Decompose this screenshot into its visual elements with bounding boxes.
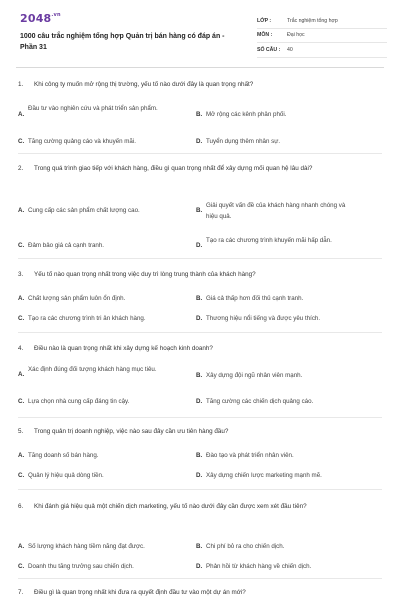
question-stem: Điều gì là quan trọng nhất khi đưa ra quyết định đầu tư vào một dự án mới? (34, 589, 246, 596)
option-letter: D. (196, 315, 203, 322)
option-letter: B. (196, 372, 203, 379)
page-header (16, 12, 388, 64)
option-text: Lựa chọn nhà cung cấp đáng tin cậy. (28, 398, 130, 405)
question-text (18, 425, 358, 439)
option-text: Đầu tư vào nghiên cứu và phát triển sản phẩm. (28, 105, 158, 112)
question-number: 5. (18, 428, 24, 435)
question-text (18, 586, 382, 600)
meta-row-subject (257, 29, 387, 44)
option-text: Quản lý hiệu quả dòng tiền. (28, 472, 104, 479)
option-text: Tăng cường các chiến dịch quảng cáo. (206, 398, 314, 405)
option-letter: A. (18, 207, 25, 214)
question-stem: Trong quản trị doanh nghiệp, việc nào sau đây cần ưu tiên hàng đầu? (34, 428, 229, 435)
option-letter: C. (18, 242, 25, 249)
option-letter: D. (196, 398, 203, 405)
question-divider (18, 332, 382, 333)
option-text: Cung cấp các sản phẩm chất lượng cao. (28, 207, 140, 214)
question-text (18, 342, 358, 356)
option-letter: A. (18, 295, 25, 302)
option-letter: D. (196, 563, 203, 570)
option-letter: A. (18, 111, 25, 118)
option-text: Chi phí bỏ ra cho chiến dịch. (206, 543, 285, 550)
option-letter: C. (18, 398, 25, 405)
question-stem: Yếu tố nào quan trọng nhất trong việc duy trì lòng trung thành của khách hàng? (34, 271, 256, 278)
option-text: Xác định đúng đối tượng khách hàng mục tiêu. (28, 366, 157, 373)
question-number: 1. (18, 81, 24, 88)
option-letter: A. (18, 543, 25, 550)
question-divider (18, 258, 382, 259)
question-divider (18, 578, 382, 579)
meta-label: SỐ CÂU : (257, 46, 281, 53)
option-letter: B. (196, 207, 203, 214)
logo-text: 2048 (20, 12, 52, 25)
option-text: Tăng cường quảng cáo và khuyến mãi. (28, 138, 136, 145)
option-letter: C. (18, 472, 25, 479)
question-number: 4. (18, 345, 24, 352)
option-text: Giải quyết vấn đề của khách hàng nhanh chóng và hiệu quả. (206, 202, 346, 220)
option-letter: C. (18, 138, 25, 145)
question-text (18, 78, 358, 92)
option-text: Giá cả thấp hơn đối thủ cạnh tranh. (206, 295, 304, 302)
question-number: 3. (18, 271, 24, 278)
question-number: 6. (18, 503, 24, 510)
question-divider (18, 153, 382, 154)
logo-suffix: .vn (51, 12, 61, 18)
question-stem: Khi công ty muốn mở rộng thị trường, yếu tố nào dưới đây là quan trọng nhất? (34, 81, 254, 88)
option-letter: A. (18, 452, 25, 459)
meta-row-count (257, 43, 387, 58)
option-text: Đào tạo và phát triển nhân viên. (206, 452, 294, 459)
option-text: Xây dựng đội ngũ nhân viên mạnh. (206, 372, 303, 379)
option-text: Đảm bảo giá cả cạnh tranh. (28, 242, 105, 249)
option-letter: D. (196, 242, 203, 249)
option-letter: D. (196, 472, 203, 479)
question-divider (18, 417, 382, 418)
header-divider (16, 67, 384, 68)
meta-table (257, 14, 387, 58)
question-text (18, 268, 358, 282)
option-text: Tuyển dụng thêm nhân sự. (206, 138, 281, 145)
option-text: Xây dựng chiến lược marketing mạnh mẽ. (206, 472, 322, 479)
option-text: Phản hồi từ khách hàng về chiến dịch. (206, 563, 312, 570)
question-number: 7. (18, 589, 24, 596)
option-letter: B. (196, 452, 203, 459)
option-text: Mở rộng các kênh phân phối. (206, 111, 287, 118)
option-text: Tạo ra các chương trình khuyến mãi hấp dẫn. (206, 237, 332, 244)
option-text: Thương hiệu nổi tiếng và được yêu thích. (206, 315, 321, 322)
question-stem: Điều nào là quan trọng nhất khi xây dựng kế hoạch kinh doanh? (34, 345, 213, 352)
option-text: Tăng doanh số bán hàng. (28, 452, 99, 459)
option-letter: C. (18, 563, 25, 570)
meta-label: LỚP : (257, 17, 272, 24)
option-letter: A. (18, 371, 25, 378)
question-text (18, 162, 358, 176)
option-letter: B. (196, 111, 203, 118)
option-letter: D. (196, 138, 203, 145)
question-divider (18, 489, 382, 490)
option-letter: B. (196, 295, 203, 302)
meta-row-class (257, 14, 387, 29)
meta-value: Trắc nghiệm tổng hợp (287, 17, 338, 24)
meta-label: MÔN : (257, 32, 273, 39)
question-text (18, 497, 358, 517)
site-logo[interactable] (20, 12, 61, 25)
meta-value: 40 (287, 46, 293, 53)
meta-value: Đại học (287, 32, 305, 39)
option-text: Doanh thu tăng trưởng sau chiến dịch. (28, 563, 134, 570)
question-stem: Trong quá trình giao tiếp với khách hàng, điều gì quan trọng nhất để xây dựng mối quan hệ lâu dài? (34, 165, 313, 172)
question-stem: Khi đánh giá hiệu quả một chiến dịch marketing, yếu tố nào dưới đây cần được xem xét đầu tiên? (34, 503, 307, 510)
option-letter: C. (18, 315, 25, 322)
page-title: 1000 câu trắc nghiệm tổng hợp Quản trị bán hàng có đáp án - Phần 31 (20, 33, 225, 51)
option-letter: B. (196, 543, 203, 550)
option-text: Tạo ra các chương trình tri ân khách hàng. (28, 315, 146, 322)
option-text: Số lượng khách hàng tiềm năng đạt được. (28, 543, 145, 550)
option-text: Chất lượng sản phẩm luôn ổn định. (28, 295, 126, 302)
question-number: 2. (18, 165, 24, 172)
